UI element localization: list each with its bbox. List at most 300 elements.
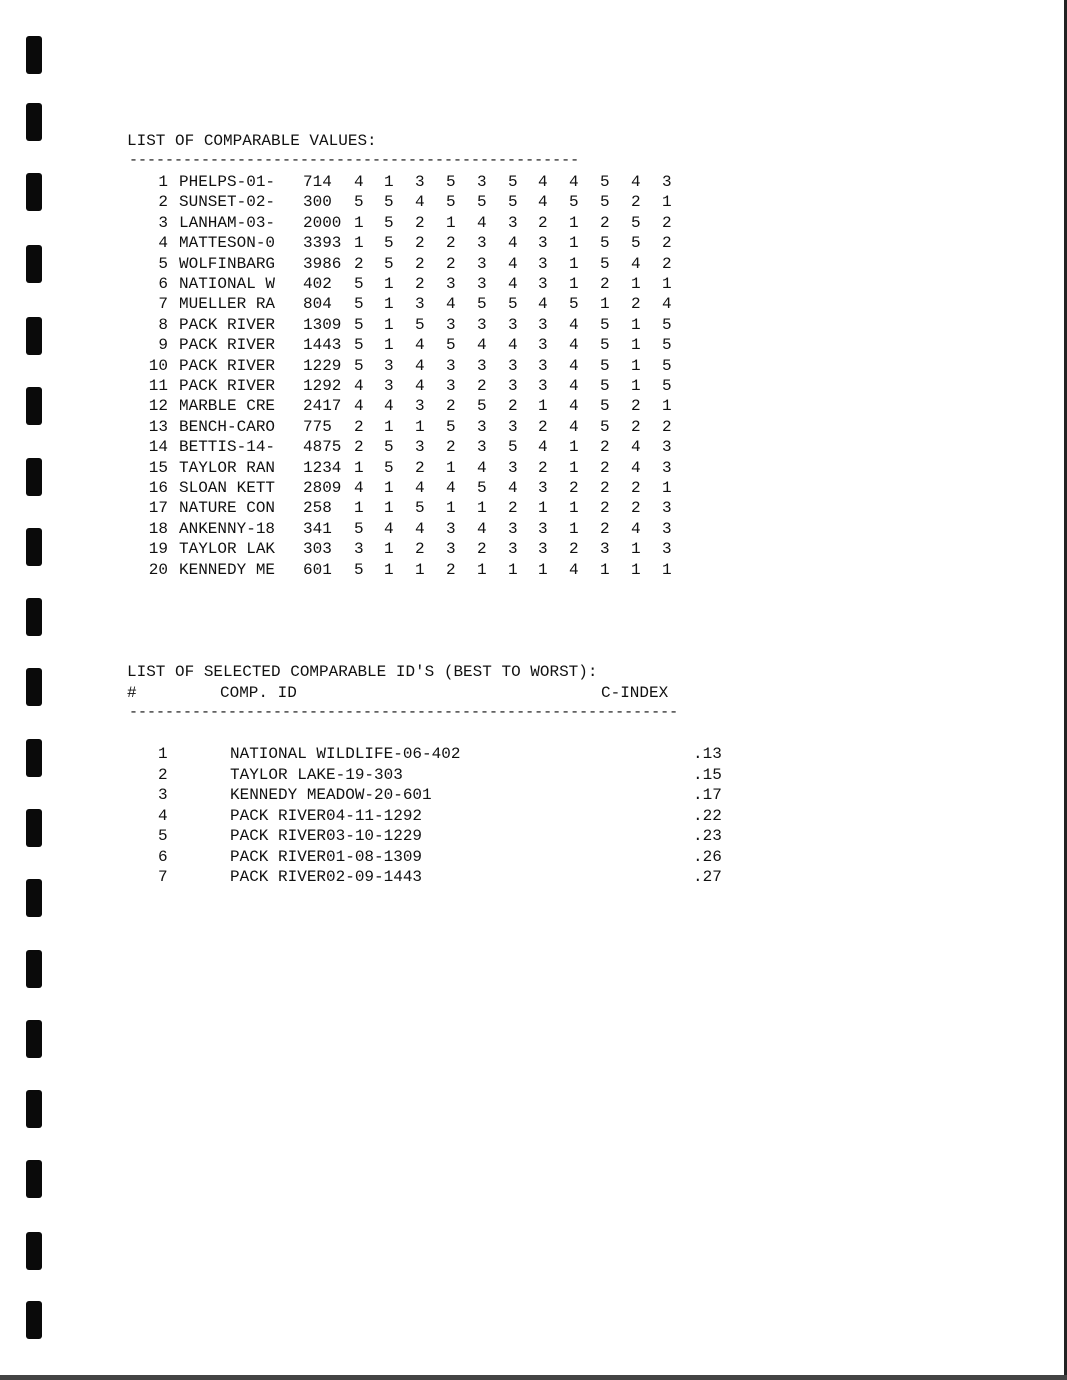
score-cell: 5 bbox=[415, 315, 425, 334]
table-row bbox=[0, 396, 700, 416]
score-cell: 2 bbox=[354, 417, 364, 436]
score-cell: 2 bbox=[600, 438, 610, 457]
score-cell: 2 bbox=[569, 479, 579, 497]
comparable-name: MATTESON-0 bbox=[179, 234, 276, 253]
score-cell: 4 bbox=[569, 417, 579, 436]
score-cell: 1 bbox=[354, 458, 364, 477]
score-cell: 4 bbox=[477, 458, 487, 477]
score-cell: 5 bbox=[631, 234, 641, 253]
score-cell: 3 bbox=[538, 377, 548, 395]
score-cell: 2 bbox=[446, 560, 456, 579]
table-row bbox=[0, 356, 700, 376]
score-cell: 1 bbox=[538, 560, 548, 579]
score-cell: 2 bbox=[508, 499, 518, 518]
score-cell: 3 bbox=[662, 519, 672, 538]
comparable-name: LANHAM-03- bbox=[179, 213, 276, 232]
comparable-value: 258 bbox=[303, 499, 332, 518]
table-row bbox=[0, 478, 700, 498]
score-cell: 2 bbox=[415, 213, 425, 232]
score-cell: 1 bbox=[662, 479, 672, 497]
score-cell: 1 bbox=[662, 193, 672, 212]
score-cell: 1 bbox=[569, 254, 579, 273]
score-cell: 1 bbox=[631, 356, 641, 375]
score-cell: 5 bbox=[631, 213, 641, 232]
score-cell: 3 bbox=[508, 519, 518, 538]
score-cell: 5 bbox=[600, 356, 610, 375]
score-cell: 5 bbox=[477, 479, 487, 497]
score-cell: 3 bbox=[508, 315, 518, 334]
comp-id: PACK RIVER03-10-1229 bbox=[230, 827, 423, 845]
score-cell: 3 bbox=[384, 356, 394, 375]
score-cell: 1 bbox=[384, 173, 394, 191]
c-index-value: .23 bbox=[693, 827, 722, 845]
comparable-value: 1234 bbox=[303, 458, 342, 477]
score-cell: 4 bbox=[508, 234, 518, 253]
comparable-name: PACK RIVER bbox=[179, 377, 276, 395]
comp-id: TAYLOR LAKE-19-303 bbox=[230, 765, 403, 784]
comparable-value: 4875 bbox=[303, 438, 342, 457]
comparable-name: SUNSET-02- bbox=[179, 193, 276, 212]
score-cell: 4 bbox=[477, 336, 487, 355]
score-cell: 3 bbox=[662, 458, 672, 477]
row-number: 18 bbox=[148, 519, 168, 538]
score-cell: 3 bbox=[477, 417, 487, 436]
score-cell: 3 bbox=[662, 540, 672, 559]
row-number: 8 bbox=[158, 315, 168, 334]
score-cell: 3 bbox=[538, 254, 548, 273]
score-cell: 3 bbox=[354, 540, 364, 559]
score-cell: 1 bbox=[477, 560, 487, 579]
table-row bbox=[0, 560, 700, 580]
score-cell: 1 bbox=[569, 275, 579, 293]
score-cell: 3 bbox=[508, 213, 518, 232]
score-cell: 3 bbox=[477, 315, 487, 334]
score-cell: 3 bbox=[538, 519, 548, 538]
score-cell: 4 bbox=[354, 173, 364, 191]
row-number: 15 bbox=[148, 458, 168, 477]
table-row bbox=[0, 254, 700, 274]
score-cell: 2 bbox=[538, 458, 548, 477]
score-cell: 4 bbox=[446, 295, 456, 314]
page-edge-bottom bbox=[0, 1375, 1067, 1380]
score-cell: 4 bbox=[569, 397, 579, 416]
comparable-value: 341 bbox=[303, 519, 332, 538]
score-cell: 5 bbox=[446, 193, 456, 212]
score-cell: 5 bbox=[600, 377, 610, 395]
rank-number: 2 bbox=[158, 765, 168, 784]
score-cell: 3 bbox=[538, 540, 548, 559]
row-number: 7 bbox=[158, 295, 168, 314]
score-cell: 5 bbox=[354, 193, 364, 212]
score-cell: 4 bbox=[631, 458, 641, 477]
score-cell: 2 bbox=[415, 254, 425, 273]
score-cell: 5 bbox=[354, 275, 364, 293]
score-cell: 4 bbox=[569, 173, 579, 191]
table-row bbox=[0, 192, 700, 212]
score-cell: 3 bbox=[415, 438, 425, 457]
comparable-value: 300 bbox=[303, 193, 332, 212]
score-cell: 3 bbox=[477, 275, 487, 293]
score-cell: 1 bbox=[354, 499, 364, 518]
comparable-name: BETTIS-14- bbox=[179, 438, 276, 457]
score-cell: 4 bbox=[384, 519, 394, 538]
table-row bbox=[0, 498, 700, 518]
row-number: 14 bbox=[148, 438, 168, 457]
c-index-value: .17 bbox=[693, 786, 722, 804]
score-cell: 2 bbox=[354, 254, 364, 273]
score-cell: 3 bbox=[538, 336, 548, 355]
c-index-value: .13 bbox=[693, 745, 722, 763]
score-cell: 2 bbox=[538, 213, 548, 232]
score-cell: 4 bbox=[569, 356, 579, 375]
list-item bbox=[0, 765, 760, 785]
score-cell: 4 bbox=[508, 254, 518, 273]
table-row bbox=[0, 274, 700, 294]
score-cell: 2 bbox=[569, 540, 579, 559]
score-cell: 1 bbox=[569, 458, 579, 477]
comparable-name: KENNEDY ME bbox=[179, 560, 276, 579]
score-cell: 1 bbox=[384, 295, 394, 314]
score-cell: 2 bbox=[631, 397, 641, 416]
comparable-values-title: LIST OF COMPARABLE VALUES: bbox=[127, 132, 377, 150]
score-cell: 1 bbox=[415, 560, 425, 579]
score-cell: 5 bbox=[508, 438, 518, 457]
score-cell: 2 bbox=[446, 438, 456, 457]
score-cell: 1 bbox=[538, 499, 548, 518]
score-cell: 4 bbox=[508, 479, 518, 497]
table-row bbox=[0, 335, 700, 355]
comparable-name: PACK RIVER bbox=[179, 315, 276, 334]
score-cell: 1 bbox=[446, 213, 456, 232]
comparable-value: 2417 bbox=[303, 397, 342, 416]
score-cell: 3 bbox=[600, 540, 610, 559]
comp-id: NATIONAL WILDLIFE-06-402 bbox=[230, 745, 461, 763]
score-cell: 1 bbox=[600, 295, 610, 314]
score-cell: 5 bbox=[384, 193, 394, 212]
score-cell: 3 bbox=[538, 275, 548, 293]
comparable-value: 601 bbox=[303, 560, 332, 579]
score-cell: 3 bbox=[446, 315, 456, 334]
list-item bbox=[0, 826, 760, 846]
row-number: 17 bbox=[148, 499, 168, 518]
score-cell: 1 bbox=[631, 336, 641, 355]
score-cell: 4 bbox=[538, 438, 548, 457]
score-cell: 2 bbox=[631, 499, 641, 518]
score-cell: 4 bbox=[354, 377, 364, 395]
score-cell: 3 bbox=[538, 315, 548, 334]
score-cell: 2 bbox=[600, 458, 610, 477]
score-cell: 5 bbox=[354, 560, 364, 579]
score-cell: 4 bbox=[415, 193, 425, 212]
score-cell: 2 bbox=[415, 458, 425, 477]
score-cell: 3 bbox=[446, 275, 456, 293]
table-row bbox=[0, 437, 700, 457]
table-row bbox=[0, 172, 700, 192]
score-cell: 5 bbox=[600, 397, 610, 416]
score-cell: 3 bbox=[508, 417, 518, 436]
score-cell: 1 bbox=[415, 417, 425, 436]
row-number: 4 bbox=[158, 234, 168, 253]
selected-comparables-title: LIST OF SELECTED COMPARABLE ID'S (BEST TO WORST): bbox=[127, 663, 598, 681]
rank-number: 5 bbox=[158, 827, 168, 845]
score-cell: 2 bbox=[415, 234, 425, 253]
score-cell: 4 bbox=[415, 356, 425, 375]
rank-number: 4 bbox=[158, 806, 168, 825]
comparable-value: 2000 bbox=[303, 213, 342, 232]
comparable-value: 303 bbox=[303, 540, 332, 559]
comparable-value: 1292 bbox=[303, 377, 342, 395]
score-cell: 5 bbox=[508, 173, 518, 191]
score-cell: 1 bbox=[631, 377, 641, 395]
score-cell: 4 bbox=[662, 295, 672, 314]
score-cell: 1 bbox=[569, 519, 579, 538]
score-cell: 2 bbox=[446, 254, 456, 273]
punch-hole bbox=[26, 668, 42, 706]
score-cell: 5 bbox=[477, 193, 487, 212]
comparable-name: WOLFINBARG bbox=[179, 254, 276, 273]
score-cell: 4 bbox=[538, 173, 548, 191]
score-cell: 1 bbox=[384, 560, 394, 579]
score-cell: 5 bbox=[446, 417, 456, 436]
score-cell: 2 bbox=[477, 377, 487, 395]
table-row bbox=[0, 376, 700, 396]
score-cell: 3 bbox=[415, 295, 425, 314]
score-cell: 3 bbox=[415, 173, 425, 191]
score-cell: 1 bbox=[538, 397, 548, 416]
score-cell: 3 bbox=[508, 377, 518, 395]
score-cell: 2 bbox=[446, 397, 456, 416]
score-cell: 1 bbox=[569, 234, 579, 253]
table-row bbox=[0, 519, 700, 539]
row-number: 1 bbox=[158, 173, 168, 191]
c-index-value: .26 bbox=[693, 847, 722, 866]
comparable-value: 1229 bbox=[303, 356, 342, 375]
score-cell: 1 bbox=[508, 560, 518, 579]
score-cell: 1 bbox=[384, 315, 394, 334]
score-cell: 1 bbox=[477, 499, 487, 518]
list-item bbox=[0, 867, 760, 887]
score-cell: 5 bbox=[477, 397, 487, 416]
comparable-value: 714 bbox=[303, 173, 332, 191]
table-row bbox=[0, 539, 700, 559]
comparable-name: TAYLOR LAK bbox=[179, 540, 276, 559]
score-cell: 2 bbox=[600, 519, 610, 538]
comparable-values-rule: -------------------------------------------------- bbox=[129, 153, 580, 169]
row-number: 9 bbox=[158, 336, 168, 355]
score-cell: 5 bbox=[662, 377, 672, 395]
table-row bbox=[0, 213, 700, 233]
score-cell: 2 bbox=[662, 254, 672, 273]
table-row bbox=[0, 458, 700, 478]
row-number: 19 bbox=[148, 540, 168, 559]
score-cell: 5 bbox=[600, 234, 610, 253]
table-row bbox=[0, 315, 700, 335]
list-item bbox=[0, 806, 760, 826]
score-cell: 2 bbox=[477, 540, 487, 559]
comparable-name: NATIONAL W bbox=[179, 275, 276, 293]
score-cell: 4 bbox=[569, 336, 579, 355]
score-cell: 5 bbox=[446, 336, 456, 355]
score-cell: 5 bbox=[354, 295, 364, 314]
score-cell: 5 bbox=[600, 173, 610, 191]
score-cell: 2 bbox=[631, 417, 641, 436]
table-row bbox=[0, 294, 700, 314]
punch-hole bbox=[26, 950, 42, 988]
score-cell: 2 bbox=[446, 234, 456, 253]
score-cell: 3 bbox=[508, 458, 518, 477]
score-cell: 1 bbox=[569, 499, 579, 518]
comparable-name: ANKENNY-18 bbox=[179, 519, 276, 538]
score-cell: 3 bbox=[508, 356, 518, 375]
score-cell: 4 bbox=[631, 519, 641, 538]
comp-id: KENNEDY MEADOW-20-601 bbox=[230, 786, 432, 804]
c-index-value: .22 bbox=[693, 806, 722, 825]
score-cell: 5 bbox=[384, 234, 394, 253]
score-cell: 5 bbox=[415, 499, 425, 518]
score-cell: 3 bbox=[662, 173, 672, 191]
punch-hole bbox=[26, 1020, 42, 1058]
score-cell: 3 bbox=[662, 438, 672, 457]
score-cell: 2 bbox=[631, 193, 641, 212]
comparable-value: 775 bbox=[303, 417, 332, 436]
rank-number: 3 bbox=[158, 786, 168, 804]
score-cell: 3 bbox=[477, 173, 487, 191]
punch-hole bbox=[26, 36, 42, 74]
comparable-value: 3986 bbox=[303, 254, 342, 273]
score-cell: 5 bbox=[600, 417, 610, 436]
punch-hole bbox=[26, 1232, 42, 1270]
score-cell: 2 bbox=[600, 275, 610, 293]
score-cell: 5 bbox=[354, 336, 364, 355]
punch-hole bbox=[26, 1301, 42, 1339]
score-cell: 3 bbox=[662, 499, 672, 518]
score-cell: 5 bbox=[446, 173, 456, 191]
c-index-value: .27 bbox=[693, 868, 722, 886]
score-cell: 3 bbox=[477, 234, 487, 253]
score-cell: 3 bbox=[508, 540, 518, 559]
score-cell: 4 bbox=[477, 213, 487, 232]
comp-id: PACK RIVER04-11-1292 bbox=[230, 806, 423, 825]
score-cell: 4 bbox=[569, 560, 579, 579]
list-item bbox=[0, 847, 760, 867]
comparable-name: MUELLER RA bbox=[179, 295, 276, 314]
comparable-name: MARBLE CRE bbox=[179, 397, 276, 416]
comparable-name: PACK RIVER bbox=[179, 336, 276, 355]
score-cell: 5 bbox=[384, 213, 394, 232]
score-cell: 3 bbox=[415, 397, 425, 416]
row-number: 6 bbox=[158, 275, 168, 293]
score-cell: 2 bbox=[415, 275, 425, 293]
rank-number: 6 bbox=[158, 847, 168, 866]
score-cell: 3 bbox=[477, 438, 487, 457]
score-cell: 5 bbox=[477, 295, 487, 314]
score-cell: 1 bbox=[600, 560, 610, 579]
score-cell: 2 bbox=[631, 479, 641, 497]
score-cell: 1 bbox=[384, 479, 394, 497]
row-number: 5 bbox=[158, 254, 168, 273]
score-cell: 1 bbox=[631, 560, 641, 579]
score-cell: 1 bbox=[631, 315, 641, 334]
punch-hole bbox=[26, 103, 42, 141]
score-cell: 4 bbox=[446, 479, 456, 497]
score-cell: 5 bbox=[508, 193, 518, 212]
c-index-value: .15 bbox=[693, 765, 722, 784]
score-cell: 4 bbox=[415, 519, 425, 538]
score-cell: 1 bbox=[662, 560, 672, 579]
comparable-name: PACK RIVER bbox=[179, 356, 276, 375]
score-cell: 2 bbox=[538, 417, 548, 436]
rank-number: 1 bbox=[158, 745, 168, 763]
score-cell: 3 bbox=[446, 356, 456, 375]
score-cell: 2 bbox=[662, 234, 672, 253]
comparable-name: SLOAN KETT bbox=[179, 479, 276, 497]
score-cell: 1 bbox=[662, 397, 672, 416]
score-cell: 4 bbox=[631, 173, 641, 191]
score-cell: 1 bbox=[446, 458, 456, 477]
score-cell: 5 bbox=[384, 438, 394, 457]
score-cell: 2 bbox=[662, 417, 672, 436]
row-number: 13 bbox=[148, 417, 168, 436]
score-cell: 5 bbox=[662, 336, 672, 355]
score-cell: 2 bbox=[415, 540, 425, 559]
score-cell: 4 bbox=[569, 315, 579, 334]
comparable-name: BENCH-CARO bbox=[179, 417, 276, 436]
comparable-name: NATURE CON bbox=[179, 499, 276, 518]
column-header-hash: # bbox=[127, 684, 137, 702]
score-cell: 4 bbox=[631, 254, 641, 273]
score-cell: 2 bbox=[631, 295, 641, 314]
row-number: 11 bbox=[148, 377, 168, 395]
comparable-name: PHELPS-01- bbox=[179, 173, 276, 191]
score-cell: 2 bbox=[600, 213, 610, 232]
score-cell: 1 bbox=[384, 275, 394, 293]
score-cell: 3 bbox=[446, 519, 456, 538]
score-cell: 4 bbox=[508, 275, 518, 293]
score-cell: 1 bbox=[384, 540, 394, 559]
score-cell: 1 bbox=[384, 336, 394, 355]
score-cell: 5 bbox=[569, 193, 579, 212]
comparable-value: 2809 bbox=[303, 479, 342, 497]
score-cell: 1 bbox=[354, 234, 364, 253]
score-cell: 4 bbox=[631, 438, 641, 457]
score-cell: 1 bbox=[384, 417, 394, 436]
comp-id: PACK RIVER02-09-1443 bbox=[230, 868, 423, 886]
score-cell: 4 bbox=[384, 397, 394, 416]
score-cell: 1 bbox=[446, 499, 456, 518]
rank-number: 7 bbox=[158, 868, 168, 886]
score-cell: 5 bbox=[662, 356, 672, 375]
score-cell: 1 bbox=[631, 540, 641, 559]
score-cell: 3 bbox=[384, 377, 394, 395]
score-cell: 3 bbox=[538, 356, 548, 375]
row-number: 20 bbox=[148, 560, 168, 579]
list-item bbox=[0, 744, 760, 764]
score-cell: 1 bbox=[354, 213, 364, 232]
score-cell: 2 bbox=[508, 397, 518, 416]
score-cell: 4 bbox=[415, 336, 425, 355]
score-cell: 3 bbox=[538, 234, 548, 253]
column-header-c-index: C-INDEX bbox=[601, 684, 669, 702]
comparable-value: 3393 bbox=[303, 234, 342, 253]
row-number: 10 bbox=[148, 356, 168, 375]
score-cell: 3 bbox=[446, 540, 456, 559]
comparable-value: 804 bbox=[303, 295, 332, 314]
score-cell: 3 bbox=[538, 479, 548, 497]
score-cell: 5 bbox=[600, 193, 610, 212]
score-cell: 2 bbox=[662, 213, 672, 232]
comparable-name: TAYLOR RAN bbox=[179, 458, 276, 477]
table-row bbox=[0, 417, 700, 437]
